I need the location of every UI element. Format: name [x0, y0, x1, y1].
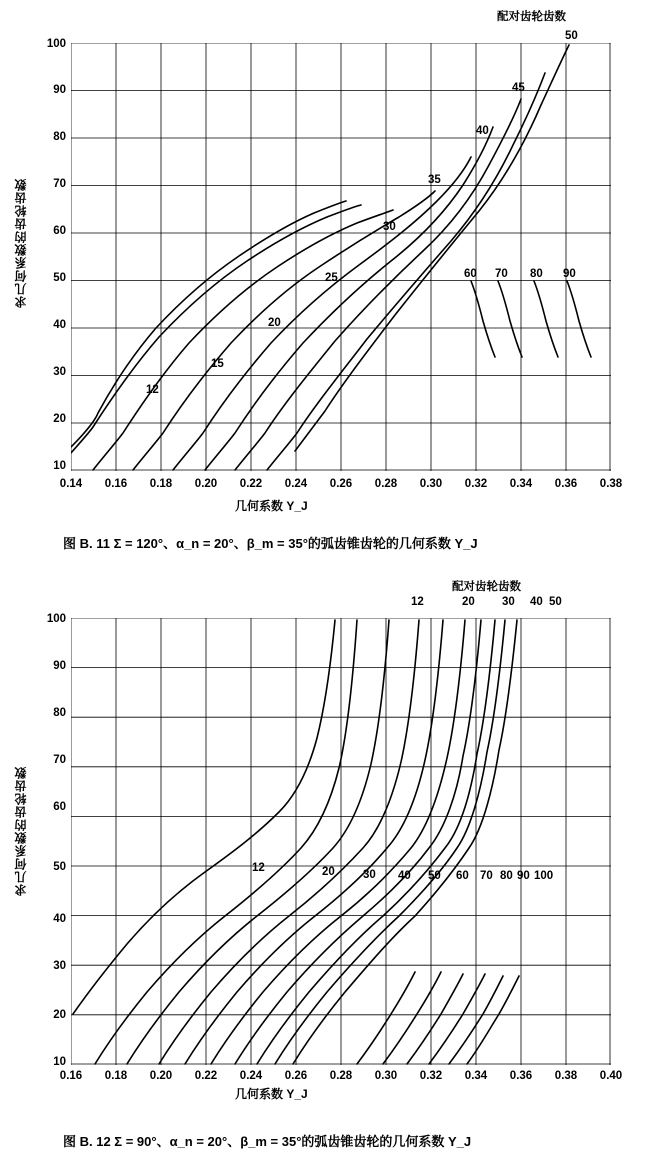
figure1-xtick: 0.14 — [59, 478, 83, 490]
figure2-xtick: 0.26 — [284, 1070, 308, 1082]
figure2-curve-label: 50 — [428, 870, 441, 882]
figure2-curve-label: 12 — [252, 862, 265, 874]
figure1-curve-label: 70 — [495, 268, 508, 280]
figure2-ytick: 60 — [53, 801, 66, 813]
figure1-ytick: 50 — [53, 272, 66, 284]
figure2-caption: 图 B. 12 Σ = 90°、α_n = 20°、β_m = 35°的弧齿锥齿轮的几何系数 Y_J — [63, 1134, 472, 1149]
figure1-ytick: 10 — [53, 460, 66, 472]
figure1-curve-label: 50 — [565, 30, 578, 42]
figure1-ytick: 20 — [53, 413, 66, 425]
figure2-top-number: 50 — [549, 596, 562, 608]
figure1-xtick: 0.20 — [194, 478, 218, 490]
figure1-curve-label: 80 — [530, 268, 543, 280]
figure2-xtick: 0.24 — [239, 1070, 263, 1082]
figure1-xtick: 0.32 — [464, 478, 488, 490]
figure1-ytick: 70 — [53, 178, 66, 190]
figure1-curve-label: 45 — [512, 82, 525, 94]
figure1-curve-label: 30 — [383, 221, 396, 233]
figure1-xtick: 0.36 — [554, 478, 578, 490]
figure2-xtick: 0.28 — [329, 1070, 353, 1082]
figure2-top-label: 配对齿轮齿数 — [452, 581, 521, 593]
figure1-curve-label: 60 — [464, 268, 477, 280]
figure1-xtick: 0.26 — [329, 478, 353, 490]
figure2-xtick: 0.38 — [554, 1070, 578, 1082]
figure1-curve-label: 25 — [325, 272, 338, 284]
figure1-xtick: 0.28 — [374, 478, 398, 490]
figure2-y-axis-title: 求几何系数的齿轮齿数 — [14, 766, 28, 896]
figure2-curve-label: 20 — [322, 866, 335, 878]
figure2-curve-label: 60 — [456, 870, 469, 882]
figure1-y-axis-title: 求几何系数的齿轮齿数 — [14, 178, 28, 308]
figure2-curve-label: 70 — [480, 870, 493, 882]
figure1-ytick: 30 — [53, 366, 66, 378]
figure2-plot-area — [71, 618, 611, 1065]
figure2-curve-label: 40 — [398, 870, 411, 882]
figure2-top-number: 20 — [462, 596, 475, 608]
figure1-curve-label: 40 — [476, 125, 489, 137]
figure1-curve-label: 20 — [268, 317, 281, 329]
figure2-curve-label: 90 — [517, 870, 530, 882]
figure2-top-number: 12 — [411, 596, 424, 608]
figure2-curve-label: 30 — [363, 869, 376, 881]
figure2-xtick: 0.22 — [194, 1070, 218, 1082]
figure1-ytick: 90 — [53, 84, 66, 96]
figure1-ytick: 80 — [53, 131, 66, 143]
figure2-xtick: 0.32 — [419, 1070, 443, 1082]
figure1-top-label: 配对齿轮齿数 — [497, 11, 566, 23]
figure2-x-axis-title: 几何系数 Y_J — [235, 1087, 308, 1101]
figure1-caption: 图 B. 11 Σ = 120°、α_n = 20°、β_m = 35°的弧齿锥齿轮的几何系数 Y_J — [63, 536, 478, 551]
figure2-ytick: 20 — [53, 1009, 66, 1021]
figure2-ytick: 10 — [53, 1056, 66, 1068]
figure2-xtick: 0.18 — [104, 1070, 128, 1082]
figure1-xtick: 0.34 — [509, 478, 533, 490]
figure2-xtick: 0.20 — [149, 1070, 173, 1082]
figure1-ytick: 60 — [53, 225, 66, 237]
figure1-xtick: 0.18 — [149, 478, 173, 490]
figure2-xtick: 0.36 — [509, 1070, 533, 1082]
figure1-xtick: 0.16 — [104, 478, 128, 490]
figure1-ytick: 100 — [46, 38, 66, 50]
figure2-top-number: 30 — [502, 596, 515, 608]
figure1-x-axis-title: 几何系数 Y_J — [235, 499, 308, 513]
figure2-xtick: 0.30 — [374, 1070, 398, 1082]
figure1-curve-label: 12 — [146, 384, 159, 396]
figure1-plot-area — [71, 43, 611, 471]
figure1-xtick: 0.38 — [599, 478, 623, 490]
figure2-ytick: 50 — [53, 861, 66, 873]
figure2-ytick: 40 — [53, 913, 66, 925]
figure2-xtick: 0.16 — [59, 1070, 83, 1082]
figure1-xtick: 0.30 — [419, 478, 443, 490]
figure1-curve-label: 90 — [563, 268, 576, 280]
figure2-ytick: 100 — [46, 613, 66, 625]
figure1-curve-label: 15 — [211, 358, 224, 370]
figure1-ytick: 40 — [53, 319, 66, 331]
figure2-xtick: 0.34 — [464, 1070, 488, 1082]
figure2-curve-label: 100 — [534, 870, 554, 882]
figure2-curve-label: 80 — [500, 870, 513, 882]
figure2-ytick: 90 — [53, 660, 66, 672]
figure1-xtick: 0.24 — [284, 478, 308, 490]
figure2-ytick: 70 — [53, 754, 66, 766]
figure2-ytick: 30 — [53, 960, 66, 972]
figure1-xtick: 0.22 — [239, 478, 263, 490]
figure2-top-number: 40 — [530, 596, 543, 608]
figure2-xtick: 0.40 — [599, 1070, 623, 1082]
figure1-curve-label: 35 — [428, 174, 441, 186]
figure2-ytick: 80 — [53, 707, 66, 719]
